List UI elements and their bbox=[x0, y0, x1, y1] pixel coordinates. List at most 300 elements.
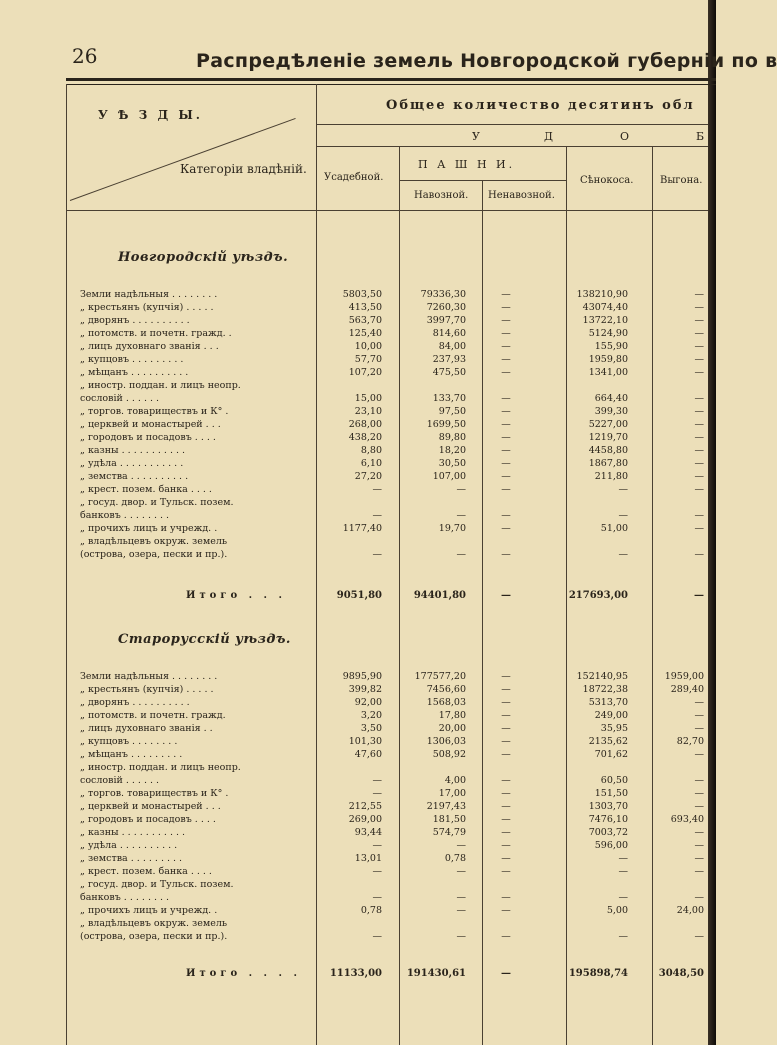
cell-navoz: 2197,43 bbox=[426, 801, 466, 812]
row-label: „ торгов. товариществъ и К° . bbox=[80, 788, 229, 799]
table-row bbox=[0, 406, 716, 419]
cell-vygon: — bbox=[694, 406, 704, 417]
table-row bbox=[0, 905, 716, 918]
cell-vygon: — bbox=[694, 840, 704, 851]
cell-navoz: 107,00 bbox=[432, 471, 466, 482]
table-row bbox=[0, 866, 716, 879]
cell-usad: 413,50 bbox=[348, 302, 382, 313]
row-label: „ потомств. и почетн. гражд. bbox=[80, 710, 226, 721]
cell-nenavoz: — bbox=[501, 671, 511, 682]
cell-senokos: 18722,38 bbox=[582, 684, 628, 695]
cell-usad: 23,10 bbox=[354, 406, 382, 417]
cell-nenavoz: — bbox=[501, 736, 511, 747]
row-label: „ владѣльцевъ окруж. земель bbox=[80, 536, 228, 547]
cell-navoz: — bbox=[456, 905, 466, 916]
cell-navoz: 18,20 bbox=[438, 445, 466, 456]
header-categories: Категоріи владѣній. bbox=[180, 162, 307, 176]
cell-usad: 0,78 bbox=[360, 905, 382, 916]
cell-navoz: 475,50 bbox=[432, 367, 466, 378]
table-row bbox=[0, 697, 716, 710]
row-label: сословій . . . . . . bbox=[80, 393, 160, 404]
table-row bbox=[0, 315, 716, 328]
cell-vygon: 1959,00 bbox=[664, 671, 704, 682]
cell-nenavoz: — bbox=[501, 853, 511, 864]
cell-vygon: — bbox=[694, 723, 704, 734]
header-pashni: П А Ш Н И. bbox=[418, 158, 516, 171]
cell-usad: — bbox=[372, 549, 382, 560]
cell-navoz: 17,00 bbox=[438, 788, 466, 799]
cell-vygon: — bbox=[694, 866, 704, 877]
cell-usad: — bbox=[372, 775, 382, 786]
cell-vygon: — bbox=[694, 367, 704, 378]
cell-senokos: 2135,62 bbox=[588, 736, 628, 747]
cell-nenavoz: — bbox=[501, 419, 511, 430]
cell-usad: 3,50 bbox=[360, 723, 382, 734]
table-row bbox=[0, 879, 716, 892]
table-row bbox=[0, 484, 716, 497]
cell-vygon: — bbox=[694, 302, 704, 313]
cell-navoz: 574,79 bbox=[432, 827, 466, 838]
cell-senokos: 399,30 bbox=[594, 406, 628, 417]
table-row bbox=[0, 801, 716, 814]
table-row bbox=[0, 536, 716, 549]
cell-usad: — bbox=[372, 788, 382, 799]
table-row bbox=[0, 354, 716, 367]
cell-nenavoz: — bbox=[501, 393, 511, 404]
cell-nenavoz: — bbox=[501, 827, 511, 838]
cell-navoz: 19,70 bbox=[438, 523, 466, 534]
cell-nenavoz: — bbox=[501, 749, 511, 760]
cell-vygon: — bbox=[694, 801, 704, 812]
cell-senokos: 155,90 bbox=[594, 341, 628, 352]
cell-nenavoz: — bbox=[501, 523, 511, 534]
cell-vygon: — bbox=[694, 341, 704, 352]
table-row bbox=[0, 736, 716, 749]
cell-usad: 6,10 bbox=[360, 458, 382, 469]
table-row bbox=[0, 892, 716, 905]
cell-navoz: 30,50 bbox=[438, 458, 466, 469]
cell-nenavoz: — bbox=[501, 968, 511, 979]
table-row bbox=[0, 393, 716, 406]
cell-navoz: 20,00 bbox=[438, 723, 466, 734]
table-row bbox=[0, 289, 716, 302]
cell-nenavoz: — bbox=[501, 866, 511, 877]
cell-senokos: 701,62 bbox=[594, 749, 628, 760]
cell-senokos: — bbox=[618, 549, 628, 560]
cell-vygon: — bbox=[694, 788, 704, 799]
cell-vygon: — bbox=[694, 432, 704, 443]
table-row bbox=[0, 367, 716, 380]
cell-navoz: 84,00 bbox=[438, 341, 466, 352]
cell-usad: 57,70 bbox=[354, 354, 382, 365]
row-label: „ купцовъ . . . . . . . . . bbox=[80, 354, 184, 365]
cell-vygon: — bbox=[694, 471, 704, 482]
cell-nenavoz: — bbox=[501, 445, 511, 456]
cell-nenavoz: — bbox=[501, 697, 511, 708]
cell-usad: 11133,00 bbox=[329, 968, 382, 979]
cell-nenavoz: — bbox=[501, 905, 511, 916]
cell-senokos: 217693,00 bbox=[568, 590, 628, 601]
cell-navoz: — bbox=[456, 549, 466, 560]
cell-usad: 47,60 bbox=[354, 749, 382, 760]
row-label: Итого . . . . bbox=[186, 968, 301, 979]
row-label: „ госуд. двор. и Тульск. позем. bbox=[80, 497, 234, 508]
row-label: „ купцовъ . . . . . . . . bbox=[80, 736, 178, 747]
cell-vygon: — bbox=[694, 289, 704, 300]
table-row bbox=[0, 723, 716, 736]
row-label: „ мѣщанъ . . . . . . . . . bbox=[80, 749, 183, 760]
row-label: Земли надѣльныя . . . . . . . . bbox=[80, 289, 218, 300]
cell-vygon: — bbox=[694, 445, 704, 456]
row-label: „ церквей и монастырей . . . bbox=[80, 419, 221, 430]
cell-senokos: 43074,40 bbox=[582, 302, 628, 313]
row-label: „ удѣла . . . . . . . . . . bbox=[80, 840, 178, 851]
cell-vygon: — bbox=[694, 710, 704, 721]
cell-usad: 125,40 bbox=[348, 328, 382, 339]
table-row bbox=[0, 458, 716, 471]
cell-usad: — bbox=[372, 484, 382, 495]
cell-senokos: 60,50 bbox=[600, 775, 628, 786]
cell-vygon: 693,40 bbox=[670, 814, 704, 825]
cell-navoz: 1306,03 bbox=[426, 736, 466, 747]
cell-usad: 9895,90 bbox=[342, 671, 382, 682]
cell-senokos: 1303,70 bbox=[588, 801, 628, 812]
cell-usad: 107,20 bbox=[348, 367, 382, 378]
table-row bbox=[0, 302, 716, 315]
cell-usad: 269,00 bbox=[348, 814, 382, 825]
cell-senokos: 1959,80 bbox=[588, 354, 628, 365]
cell-vygon: 24,00 bbox=[676, 905, 704, 916]
header-udo-o: О bbox=[620, 130, 630, 143]
cell-usad: 15,00 bbox=[354, 393, 382, 404]
row-label: „ госуд. двор. и Тульск. позем. bbox=[80, 879, 234, 890]
cell-navoz: — bbox=[456, 931, 466, 942]
cell-senokos: 195898,74 bbox=[568, 968, 628, 979]
cell-navoz: 17,80 bbox=[438, 710, 466, 721]
cell-usad: — bbox=[372, 931, 382, 942]
table-row bbox=[0, 684, 716, 697]
cell-navoz: 1568,03 bbox=[426, 697, 466, 708]
table-row bbox=[0, 497, 716, 510]
cell-senokos: — bbox=[618, 510, 628, 521]
row-label: „ лицъ духовнаго званія . . . bbox=[80, 341, 219, 352]
row-label: „ городовъ и посадовъ . . . . bbox=[80, 814, 216, 825]
row-label: „ дворянъ . . . . . . . . . . bbox=[80, 315, 190, 326]
cell-senokos: 1219,70 bbox=[588, 432, 628, 443]
cell-navoz: 181,50 bbox=[432, 814, 466, 825]
header-rule bbox=[316, 146, 708, 147]
cell-usad: 27,20 bbox=[354, 471, 382, 482]
cell-vygon: — bbox=[694, 510, 704, 521]
row-label: „ крест. позем. банка . . . . bbox=[80, 866, 212, 877]
row-label: „ крестьянъ (купчія) . . . . . bbox=[80, 302, 214, 313]
cell-usad: 101,30 bbox=[348, 736, 382, 747]
cell-usad: 9051,80 bbox=[336, 590, 382, 601]
row-label: „ удѣла . . . . . . . . . . . bbox=[80, 458, 184, 469]
cell-senokos: 1867,80 bbox=[588, 458, 628, 469]
cell-nenavoz: — bbox=[501, 775, 511, 786]
cell-nenavoz: — bbox=[501, 315, 511, 326]
cell-usad: 10,00 bbox=[354, 341, 382, 352]
header-vygona: Выгона. bbox=[660, 175, 703, 186]
district-heading: Новгородскій уѣздъ. bbox=[118, 250, 289, 265]
cell-vygon: — bbox=[694, 549, 704, 560]
cell-nenavoz: — bbox=[501, 471, 511, 482]
cell-nenavoz: — bbox=[501, 406, 511, 417]
table-row bbox=[0, 419, 716, 432]
cell-senokos: — bbox=[618, 866, 628, 877]
page-title: Распредѣленіе земель Новгородской губерніи по в bbox=[196, 50, 777, 72]
cell-vygon: — bbox=[694, 775, 704, 786]
cell-senokos: 4458,80 bbox=[588, 445, 628, 456]
cell-usad: 1177,40 bbox=[342, 523, 382, 534]
row-label: „ земства . . . . . . . . . bbox=[80, 853, 183, 864]
cell-senokos: 7003,72 bbox=[588, 827, 628, 838]
cell-vygon: — bbox=[694, 697, 704, 708]
cell-navoz: — bbox=[456, 866, 466, 877]
cell-usad: — bbox=[372, 866, 382, 877]
cell-nenavoz: — bbox=[501, 590, 511, 601]
row-label: „ дворянъ . . . . . . . . . . bbox=[80, 697, 190, 708]
cell-navoz: 79336,30 bbox=[420, 289, 466, 300]
cell-nenavoz: — bbox=[501, 814, 511, 825]
cell-usad: 92,00 bbox=[354, 697, 382, 708]
row-label: „ земства . . . . . . . . . . bbox=[80, 471, 189, 482]
table-row bbox=[0, 523, 716, 536]
row-label: (острова, озера, пески и пр.). bbox=[80, 549, 228, 560]
district-heading: Старорусскій уѣздъ. bbox=[118, 632, 291, 647]
cell-nenavoz: — bbox=[501, 801, 511, 812]
row-label: „ казны . . . . . . . . . . . bbox=[80, 827, 186, 838]
table-row bbox=[0, 380, 716, 393]
cell-navoz: 1699,50 bbox=[426, 419, 466, 430]
cell-usad: 93,44 bbox=[354, 827, 382, 838]
cell-senokos: 35,95 bbox=[600, 723, 628, 734]
table-row bbox=[0, 710, 716, 723]
cell-usad: 13,01 bbox=[354, 853, 382, 864]
cell-vygon: — bbox=[694, 328, 704, 339]
cell-usad: — bbox=[372, 840, 382, 851]
row-label: „ прочихъ лицъ и учрежд. . bbox=[80, 523, 218, 534]
cell-senokos: 211,80 bbox=[594, 471, 628, 482]
top-rule-thin bbox=[66, 84, 716, 85]
header-uezdy: У Ѣ З Д Ы. bbox=[98, 108, 203, 122]
header-udo-b: Б bbox=[696, 130, 705, 143]
cell-senokos: 152140,95 bbox=[576, 671, 628, 682]
cell-vygon: — bbox=[694, 853, 704, 864]
cell-senokos: — bbox=[618, 931, 628, 942]
cell-vygon: 82,70 bbox=[676, 736, 704, 747]
table-row bbox=[0, 749, 716, 762]
cell-nenavoz: — bbox=[501, 354, 511, 365]
cell-senokos: 5,00 bbox=[606, 905, 628, 916]
cell-vygon: — bbox=[694, 590, 704, 601]
table-row bbox=[0, 775, 716, 788]
row-label: банковъ . . . . . . . . bbox=[80, 892, 170, 903]
cell-nenavoz: — bbox=[501, 432, 511, 443]
header-rule bbox=[399, 180, 566, 181]
header-nenavoznoy: Ненавозной. bbox=[488, 190, 555, 201]
table-row bbox=[0, 762, 716, 775]
cell-nenavoz: — bbox=[501, 549, 511, 560]
cell-navoz: 4,00 bbox=[444, 775, 466, 786]
cell-navoz: 97,50 bbox=[438, 406, 466, 417]
cell-navoz: — bbox=[456, 892, 466, 903]
cell-senokos: 249,00 bbox=[594, 710, 628, 721]
row-label: (острова, озера, пески и пр.). bbox=[80, 931, 228, 942]
cell-navoz: 814,60 bbox=[432, 328, 466, 339]
header-bottom-rule bbox=[66, 210, 708, 211]
top-rule bbox=[66, 78, 716, 81]
cell-senokos: 7476,10 bbox=[588, 814, 628, 825]
row-label: Земли надѣльныя . . . . . . . . bbox=[80, 671, 218, 682]
row-label: „ мѣщанъ . . . . . . . . . . bbox=[80, 367, 189, 378]
cell-vygon: — bbox=[694, 315, 704, 326]
header-udo-d: Д bbox=[544, 130, 553, 143]
table-row bbox=[0, 549, 716, 562]
cell-navoz: 508,92 bbox=[432, 749, 466, 760]
cell-usad: — bbox=[372, 510, 382, 521]
table-row bbox=[0, 827, 716, 840]
cell-navoz: 177577,20 bbox=[414, 671, 466, 682]
cell-usad: — bbox=[372, 892, 382, 903]
cell-usad: 399,82 bbox=[348, 684, 382, 695]
cell-vygon: — bbox=[694, 458, 704, 469]
cell-usad: 212,55 bbox=[348, 801, 382, 812]
header-senokosa: Сѣнокоса. bbox=[580, 175, 634, 186]
cell-vygon: — bbox=[694, 931, 704, 942]
table-row bbox=[0, 445, 716, 458]
table-row bbox=[0, 853, 716, 866]
cell-vygon: 3048,50 bbox=[658, 968, 704, 979]
cell-usad: 8,80 bbox=[360, 445, 382, 456]
cell-vygon: — bbox=[694, 892, 704, 903]
table-row bbox=[0, 510, 716, 523]
cell-nenavoz: — bbox=[501, 892, 511, 903]
row-label: „ крест. позем. банка . . . . bbox=[80, 484, 212, 495]
cell-vygon: — bbox=[694, 419, 704, 430]
cell-senokos: 664,40 bbox=[594, 393, 628, 404]
cell-navoz: 94401,80 bbox=[413, 590, 466, 601]
row-label: сословій . . . . . . bbox=[80, 775, 160, 786]
row-label: банковъ . . . . . . . . bbox=[80, 510, 170, 521]
cell-usad: 563,70 bbox=[348, 315, 382, 326]
header-usadebnoy: Усадебной. bbox=[324, 172, 384, 183]
cell-nenavoz: — bbox=[501, 367, 511, 378]
row-label: „ казны . . . . . . . . . . . bbox=[80, 445, 186, 456]
row-label: „ прочихъ лицъ и учрежд. . bbox=[80, 905, 218, 916]
cell-senokos: 151,50 bbox=[594, 788, 628, 799]
cell-navoz: 7456,60 bbox=[426, 684, 466, 695]
row-label: „ городовъ и посадовъ . . . . bbox=[80, 432, 216, 443]
row-label: „ потомств. и почетн. гражд. . bbox=[80, 328, 232, 339]
total-row bbox=[0, 968, 716, 981]
total-row bbox=[0, 590, 716, 603]
header-navoznoy: Навозной. bbox=[414, 190, 469, 201]
table-row bbox=[0, 788, 716, 801]
cell-nenavoz: — bbox=[501, 931, 511, 942]
cell-vygon: — bbox=[694, 827, 704, 838]
table-row bbox=[0, 432, 716, 445]
row-label: „ лицъ духовнаго званія . . bbox=[80, 723, 213, 734]
cell-nenavoz: — bbox=[501, 289, 511, 300]
row-label: „ иностр. поддан. и лицъ неопр. bbox=[80, 380, 241, 391]
cell-nenavoz: — bbox=[501, 484, 511, 495]
cell-senokos: 5124,90 bbox=[588, 328, 628, 339]
table-row bbox=[0, 671, 716, 684]
cell-usad: 268,00 bbox=[348, 419, 382, 430]
cell-navoz: — bbox=[456, 510, 466, 521]
cell-vygon: — bbox=[694, 354, 704, 365]
cell-nenavoz: — bbox=[501, 302, 511, 313]
row-label: „ церквей и монастырей . . . bbox=[80, 801, 221, 812]
cell-senokos: 51,00 bbox=[600, 523, 628, 534]
cell-navoz: 237,93 bbox=[432, 354, 466, 365]
cell-senokos: 5313,70 bbox=[588, 697, 628, 708]
table-row bbox=[0, 918, 716, 931]
cell-nenavoz: — bbox=[501, 510, 511, 521]
cell-senokos: 5227,00 bbox=[588, 419, 628, 430]
cell-nenavoz: — bbox=[501, 710, 511, 721]
cell-navoz: 89,80 bbox=[438, 432, 466, 443]
row-label: „ владѣльцевъ окруж. земель bbox=[80, 918, 228, 929]
header-rule bbox=[316, 124, 708, 125]
cell-nenavoz: — bbox=[501, 341, 511, 352]
cell-nenavoz: — bbox=[501, 840, 511, 851]
cell-nenavoz: — bbox=[501, 723, 511, 734]
cell-usad: 5803,50 bbox=[342, 289, 382, 300]
row-label: „ крестьянъ (купчія) . . . . . bbox=[80, 684, 214, 695]
cell-vygon: — bbox=[694, 393, 704, 404]
cell-vygon: — bbox=[694, 523, 704, 534]
cell-senokos: — bbox=[618, 853, 628, 864]
cell-nenavoz: — bbox=[501, 458, 511, 469]
cell-senokos: — bbox=[618, 892, 628, 903]
cell-nenavoz: — bbox=[501, 788, 511, 799]
row-label: Итого . . . bbox=[186, 590, 287, 601]
header-overall: Общее количество десятинъ обл bbox=[386, 98, 695, 113]
page-number: 26 bbox=[72, 44, 98, 68]
table-row bbox=[0, 341, 716, 354]
header-diagonal bbox=[70, 118, 296, 201]
cell-usad: 3,20 bbox=[360, 710, 382, 721]
cell-senokos: 13722,10 bbox=[582, 315, 628, 326]
cell-vygon: 289,40 bbox=[670, 684, 704, 695]
cell-usad: 438,20 bbox=[348, 432, 382, 443]
cell-navoz: 3997,70 bbox=[426, 315, 466, 326]
cell-nenavoz: — bbox=[501, 684, 511, 695]
cell-vygon: — bbox=[694, 749, 704, 760]
table-row bbox=[0, 471, 716, 484]
cell-senokos: 596,00 bbox=[594, 840, 628, 851]
cell-navoz: 133,70 bbox=[432, 393, 466, 404]
cell-senokos: — bbox=[618, 484, 628, 495]
table-row bbox=[0, 328, 716, 341]
cell-senokos: 138210,90 bbox=[576, 289, 628, 300]
header-udo-u: У bbox=[472, 130, 480, 143]
cell-navoz: 0,78 bbox=[444, 853, 466, 864]
cell-navoz: 7260,30 bbox=[426, 302, 466, 313]
cell-navoz: — bbox=[456, 840, 466, 851]
cell-vygon: — bbox=[694, 484, 704, 495]
row-label: „ иностр. поддан. и лицъ неопр. bbox=[80, 762, 241, 773]
cell-navoz: 191430,61 bbox=[406, 968, 466, 979]
table-row bbox=[0, 840, 716, 853]
cell-navoz: — bbox=[456, 484, 466, 495]
table-row bbox=[0, 931, 716, 944]
row-label: „ торгов. товариществъ и К° . bbox=[80, 406, 229, 417]
table-row bbox=[0, 814, 716, 827]
